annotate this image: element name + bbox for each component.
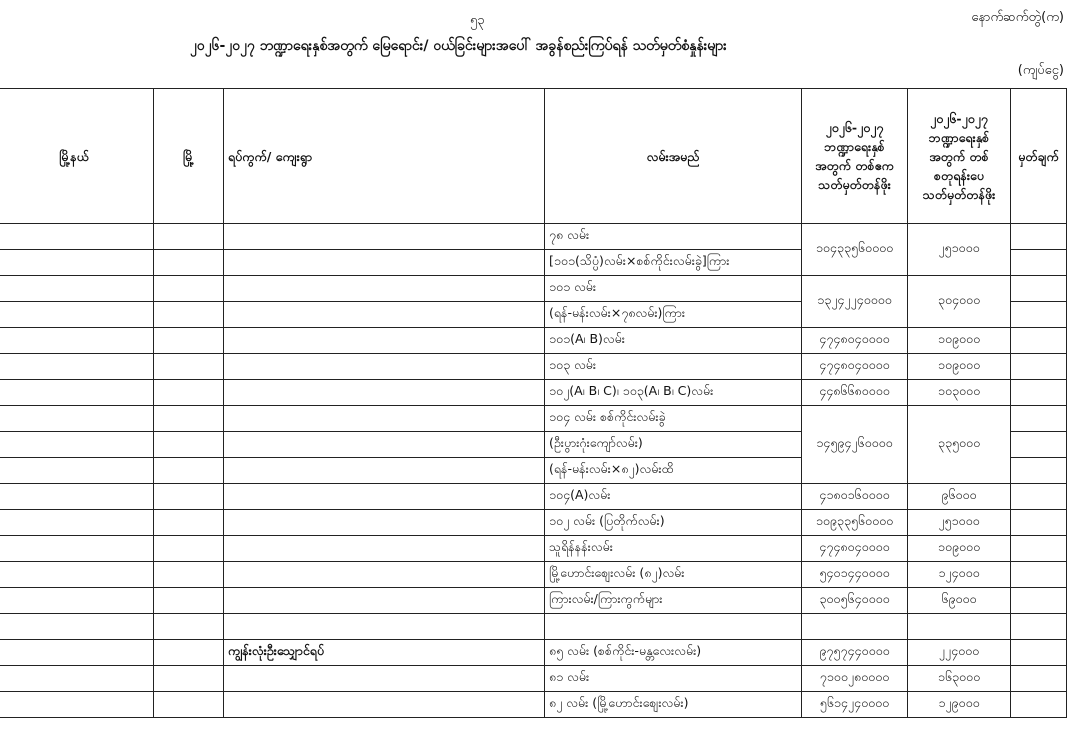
page-number: ၅၃ [470, 13, 485, 28]
acre-value-cell [802, 614, 908, 640]
remarks-cell [1011, 224, 1067, 250]
acre-value-cell: ၇၁၀၀၂၈၀၀၀၀ [802, 666, 908, 692]
ward-cell [224, 588, 545, 614]
remarks-cell [1011, 250, 1067, 276]
ward-cell [224, 562, 545, 588]
road-cell: ၁၀၄ လမ်း စစ်ကိုင်းလမ်းခွဲ [545, 406, 802, 432]
remarks-cell [1011, 666, 1067, 692]
township-cell [154, 536, 224, 562]
ward-cell [224, 692, 545, 718]
remarks-cell [1011, 614, 1067, 640]
district-cell [0, 588, 154, 614]
road-cell: ၈၂ လမ်း (မြို့ဟောင်းစျေးလမ်း) [545, 692, 802, 718]
ward-cell [224, 484, 545, 510]
ward-cell [224, 224, 545, 250]
table-row [0, 666, 1067, 692]
ward-cell [224, 302, 545, 328]
township-cell [154, 588, 224, 614]
ward-cell [224, 250, 545, 276]
header-ward: ရပ်ကွက်/ ကျေးရွာ [224, 89, 545, 224]
table-row [0, 614, 1067, 640]
township-cell [154, 640, 224, 666]
remarks-cell [1011, 562, 1067, 588]
ward-cell [224, 276, 545, 302]
remarks-cell [1011, 432, 1067, 458]
ward-cell [224, 536, 545, 562]
acre-value-cell: ၅၆၁၄၂၄၀၀၀၀ [802, 692, 908, 718]
sqft-value-cell: ၂၅၁၀၀၀ [908, 224, 1011, 276]
district-cell [0, 614, 154, 640]
sqft-value-cell: ၁၀၉၀၀၀ [908, 354, 1011, 380]
sqft-value-cell: ၁၆၃၀၀၀ [908, 666, 1011, 692]
township-cell [154, 302, 224, 328]
sqft-value-cell: ၂၂၄၀၀၀ [908, 640, 1011, 666]
road-cell: ၁၀၃ လမ်း [545, 354, 802, 380]
table-row [0, 692, 1067, 718]
township-cell [154, 484, 224, 510]
district-cell [0, 250, 154, 276]
acre-value-cell: ၁၀၄၃၃၅၆၀၀၀၀ [802, 224, 908, 276]
table-row [0, 640, 1067, 666]
remarks-cell [1011, 302, 1067, 328]
road-cell: ၁၀၁ လမ်း [545, 276, 802, 302]
appendix-label: နောက်ဆက်တွဲ(က) [971, 10, 1064, 25]
remarks-cell [1011, 328, 1067, 354]
ward-cell [224, 406, 545, 432]
township-cell [154, 666, 224, 692]
district-cell [0, 354, 154, 380]
ward-cell [224, 380, 545, 406]
sqft-value-cell: ၁၀၉၀၀၀ [908, 536, 1011, 562]
table-row [0, 354, 1067, 380]
table-row [0, 406, 1067, 432]
ward-cell [224, 432, 545, 458]
township-cell [154, 276, 224, 302]
ward-cell [224, 614, 545, 640]
township-cell [154, 432, 224, 458]
district-cell [0, 458, 154, 484]
township-cell [154, 458, 224, 484]
township-cell [154, 562, 224, 588]
district-cell [0, 406, 154, 432]
acre-value-cell: ၁၃၂၄၂၂၄၀၀၀၀ [802, 276, 908, 328]
remarks-cell [1011, 276, 1067, 302]
road-cell: ၇၈ လမ်း [545, 224, 802, 250]
road-cell: ၁၀၁(A၊ B)လမ်း [545, 328, 802, 354]
header-road: လမ်းအမည် [545, 89, 802, 224]
road-cell: မြို့ဟောင်းစျေးလမ်း (၈၂)လမ်း [545, 562, 802, 588]
sqft-value-cell: ၃၃၅၀၀၀ [908, 406, 1011, 484]
remarks-cell [1011, 588, 1067, 614]
sqft-value-cell: ၆၉၀၀၀ [908, 588, 1011, 614]
ward-cell [224, 458, 545, 484]
remarks-cell [1011, 510, 1067, 536]
road-cell: (ရန်-မန်းလမ်း×၈၂)လမ်းထိ [545, 458, 802, 484]
district-cell [0, 328, 154, 354]
road-cell: (ဦးပွားဂုံးကျော်လမ်း) [545, 432, 802, 458]
sqft-value-cell [908, 614, 1011, 640]
ward-cell [224, 354, 545, 380]
table-row [0, 224, 1067, 250]
acre-value-cell: ၄၇၄၈၀၄၀၀၀၀ [802, 536, 908, 562]
ward-cell [224, 666, 545, 692]
ward-cell: ကျွန်းလုံးဦးသျှောင်ရပ် [224, 640, 545, 666]
district-cell [0, 484, 154, 510]
table-row [0, 588, 1067, 614]
road-cell: ၈၁ လမ်း [545, 666, 802, 692]
acre-value-cell: ၄၇၄၈၀၄၀၀၀၀ [802, 354, 908, 380]
township-cell [154, 510, 224, 536]
township-cell [154, 224, 224, 250]
district-cell [0, 432, 154, 458]
remarks-cell [1011, 692, 1067, 718]
road-cell: ၁၀၂ လမ်း (ပြတိုက်လမ်း) [545, 510, 802, 536]
sqft-value-cell: ၃၀၄၀၀၀ [908, 276, 1011, 328]
table-row [0, 536, 1067, 562]
road-cell: ကြားလမ်း/ကြားကွက်များ [545, 588, 802, 614]
remarks-cell [1011, 458, 1067, 484]
currency-unit: (ကျပ်ငွေ) [1017, 63, 1064, 78]
acre-value-cell: ၅၄၀၁၄၄၀၀၀၀ [802, 562, 908, 588]
township-cell [154, 380, 224, 406]
district-cell [0, 640, 154, 666]
township-cell [154, 614, 224, 640]
page-title: ၂၀၂၆-၂၀၂၇ ဘဏ္ဍာရေးနှစ်အတွက် မြေရောင်း/ ဝယ်ခြင်းများအပေါ် အခွန်စည်းကြပ်ရန် သတ်မှတ်စံနှုန်းများ [190, 38, 727, 54]
table-row [0, 276, 1067, 302]
district-cell [0, 536, 154, 562]
road-cell: (ရန်-မန်းလမ်း×၇၈လမ်း)ကြား [545, 302, 802, 328]
township-cell [154, 692, 224, 718]
remarks-cell [1011, 354, 1067, 380]
ward-cell [224, 328, 545, 354]
table-row [0, 510, 1067, 536]
district-cell [0, 224, 154, 250]
remarks-cell [1011, 640, 1067, 666]
district-cell [0, 276, 154, 302]
township-cell [154, 250, 224, 276]
valuation-table [0, 88, 1067, 718]
district-cell [0, 666, 154, 692]
district-cell [0, 302, 154, 328]
road-cell: [၁၀၁(သိပ္ပံ)လမ်း×စစ်ကိုင်းလမ်းခွဲ]ကြား [545, 250, 802, 276]
table-header-row [0, 89, 1067, 224]
sqft-value-cell: ၁၂၄၀၀၀ [908, 562, 1011, 588]
table-row [0, 562, 1067, 588]
acre-value-cell: ၉၇၅၇၄၄၀၀၀၀ [802, 640, 908, 666]
ward-cell [224, 510, 545, 536]
sqft-value-cell: ၁၀၃၀၀၀ [908, 380, 1011, 406]
sqft-value-cell: ၁၂၉၀၀၀ [908, 692, 1011, 718]
district-cell [0, 380, 154, 406]
road-cell: ၁၀၄(A)လမ်း [545, 484, 802, 510]
road-cell: ၁၀၂(A၊ B၊ C)၊ ၁၀၃(A၊ B၊ C)လမ်း [545, 380, 802, 406]
header-value-per-acre: ၂၀၂၆-၂၀၂၇ ဘဏ္ဍာရေးနှစ် အတွက် တစ်ဧက သတ်မှတ်တန်ဖိုး [802, 89, 908, 224]
table-row [0, 380, 1067, 406]
district-cell [0, 510, 154, 536]
road-cell: ၈၅ လမ်း (စစ်ကိုင်း-မန္တလေးလမ်း) [545, 640, 802, 666]
sqft-value-cell: ၁၀၉၀၀၀ [908, 328, 1011, 354]
header-value-per-sqft: ၂၀၂၆-၂၀၂၇ ဘဏ္ဍာရေးနှစ် အတွက် တစ်စတုရန်းပေ သတ်မှတ်တန်ဖိုး [908, 89, 1011, 224]
district-cell [0, 562, 154, 588]
remarks-cell [1011, 406, 1067, 432]
township-cell [154, 354, 224, 380]
header-remarks: မှတ်ချက် [1011, 89, 1067, 224]
township-cell [154, 406, 224, 432]
acre-value-cell: ၁၀၉၃၃၅၆၀၀၀၀ [802, 510, 908, 536]
acre-value-cell: ၃၀၀၅၆၄၀၀၀၀ [802, 588, 908, 614]
remarks-cell [1011, 484, 1067, 510]
acre-value-cell: ၄၇၄၈၀၄၀၀၀၀ [802, 328, 908, 354]
acre-value-cell: ၄၄၈၆၆၈၀၀၀၀ [802, 380, 908, 406]
district-cell [0, 692, 154, 718]
road-cell [545, 614, 802, 640]
sqft-value-cell: ၉၆၀၀၀ [908, 484, 1011, 510]
remarks-cell [1011, 380, 1067, 406]
acre-value-cell: ၁၄၅၉၄၂၆၀၀၀၀ [802, 406, 908, 484]
header-township: မြို့ [154, 89, 224, 224]
acre-value-cell: ၄၁၈၀၁၆၀၀၀၀ [802, 484, 908, 510]
header-district: မြို့နယ် [0, 89, 154, 224]
township-cell [154, 328, 224, 354]
sqft-value-cell: ၂၅၁၀၀၀ [908, 510, 1011, 536]
road-cell: သူရိန်နန်းလမ်း [545, 536, 802, 562]
table-row [0, 328, 1067, 354]
table-row [0, 484, 1067, 510]
remarks-cell [1011, 536, 1067, 562]
